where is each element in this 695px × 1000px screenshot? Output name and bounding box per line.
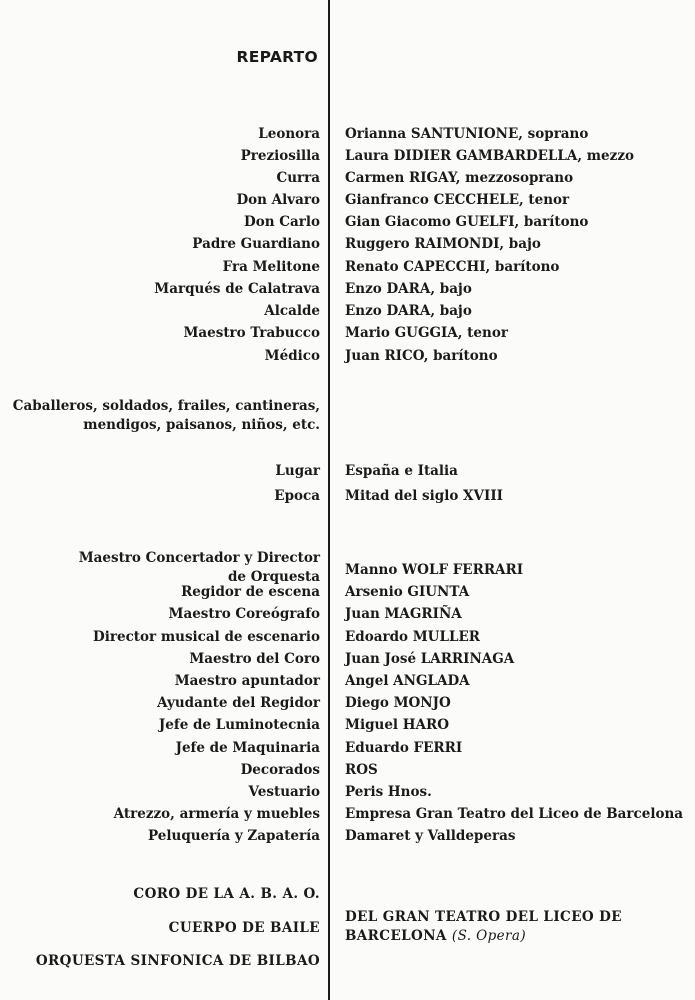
cast-performer: Gianfranco CECCHELE, tenor — [345, 192, 570, 208]
cast-role: Preziosilla — [240, 148, 320, 164]
staff-name: Arsenio GIUNTA — [345, 584, 470, 600]
extras-note — [13, 397, 320, 435]
staff-role: Director musical de escenario — [93, 629, 320, 645]
staff-name: Damaret y Valldeperas — [345, 828, 516, 844]
setting-label: Lugar — [275, 463, 320, 479]
staff-role: Ayudante del Regidor — [157, 695, 320, 711]
conductor-role-line: Maestro Concertador y Director — [78, 550, 320, 566]
staff-name: Angel ANGLADA — [345, 673, 470, 689]
ensemble-liceo — [345, 908, 622, 946]
cast-role: Fra Melitone — [222, 259, 320, 275]
cast-role: Maestro Trabucco — [183, 325, 320, 341]
liceo-city: BARCELONA — [345, 928, 447, 944]
staff-name: Juan José LARRINAGA — [345, 651, 515, 667]
cast-role: Médico — [264, 348, 320, 364]
staff-role: Atrezzo, armería y muebles — [113, 806, 320, 822]
cast-role: Curra — [276, 170, 320, 186]
cast-performer: Laura DIDIER GAMBARDELLA, mezzo — [345, 148, 634, 164]
staff-role: Jefe de Maquinaria — [175, 740, 320, 756]
staff-name: Empresa Gran Teatro del Liceo de Barcelona — [345, 806, 684, 822]
staff-name: Eduardo FERRI — [345, 740, 463, 756]
staff-name: Diego MONJO — [345, 695, 451, 711]
staff-role: Maestro apuntador — [174, 673, 320, 689]
cast-role: Marqués de Calatrava — [154, 281, 320, 297]
ensemble-orquesta: ORQUESTA SINFONICA DE BILBAO — [35, 953, 320, 969]
staff-name: Miguel HARO — [345, 717, 449, 733]
cast-performer: Enzo DARA, bajo — [345, 303, 472, 319]
cast-performer: Enzo DARA, bajo — [345, 281, 472, 297]
conductor-name: Manno WOLF FERRARI — [345, 562, 524, 578]
cast-performer: Gian Giacomo GUELFI, barítono — [345, 214, 589, 230]
ensemble-coro: CORO DE LA A. B. A. O. — [133, 886, 320, 902]
staff-role: Maestro del Coro — [189, 651, 320, 667]
cast-performer: Renato CAPECCHI, barítono — [345, 259, 560, 275]
staff-role: Maestro Coreógrafo — [168, 606, 320, 622]
cast-role: Don Carlo — [244, 214, 320, 230]
setting-label: Epoca — [274, 488, 320, 504]
staff-name: Juan MAGRIÑA — [345, 606, 462, 622]
liceo-line — [345, 927, 622, 946]
cast-role: Padre Guardiano — [192, 236, 320, 252]
staff-name: Peris Hnos. — [345, 784, 432, 800]
cast-performer: Carmen RIGAY, mezzosoprano — [345, 170, 574, 186]
page-title: REPARTO — [236, 48, 318, 66]
cast-performer: Ruggero RAIMONDI, bajo — [345, 236, 541, 252]
staff-role: Peluquería y Zapatería — [148, 828, 320, 844]
liceo-line: DEL GRAN TEATRO DEL LICEO DE — [345, 909, 622, 925]
liceo-note: (S. Opera) — [451, 928, 527, 944]
staff-role: Vestuario — [248, 784, 320, 800]
ensemble-baile: CUERPO DE BAILE — [168, 920, 320, 936]
staff-role: Regidor de escena — [181, 584, 320, 600]
extras-line: mendigos, paisanos, niños, etc. — [83, 417, 320, 433]
center-divider — [328, 0, 330, 1000]
setting-value: España e Italia — [345, 463, 458, 479]
staff-role: Jefe de Luminotecnia — [158, 717, 320, 733]
conductor-role-line: de Orquesta — [227, 569, 320, 585]
staff-name: ROS — [345, 762, 378, 778]
cast-role: Alcalde — [264, 303, 320, 319]
cast-performer: Juan RICO, barítono — [345, 348, 498, 364]
cast-performer: Mario GUGGIA, tenor — [345, 325, 508, 341]
setting-value: Mitad del siglo XVIII — [345, 488, 503, 504]
cast-performer: Orianna SANTUNIONE, soprano — [345, 126, 589, 142]
staff-name: Edoardo MULLER — [345, 629, 480, 645]
cast-role: Leonora — [258, 126, 320, 142]
staff-role: Decorados — [240, 762, 320, 778]
cast-role: Don Alvaro — [236, 192, 320, 208]
extras-line: Caballeros, soldados, frailes, cantineras, — [12, 398, 320, 414]
